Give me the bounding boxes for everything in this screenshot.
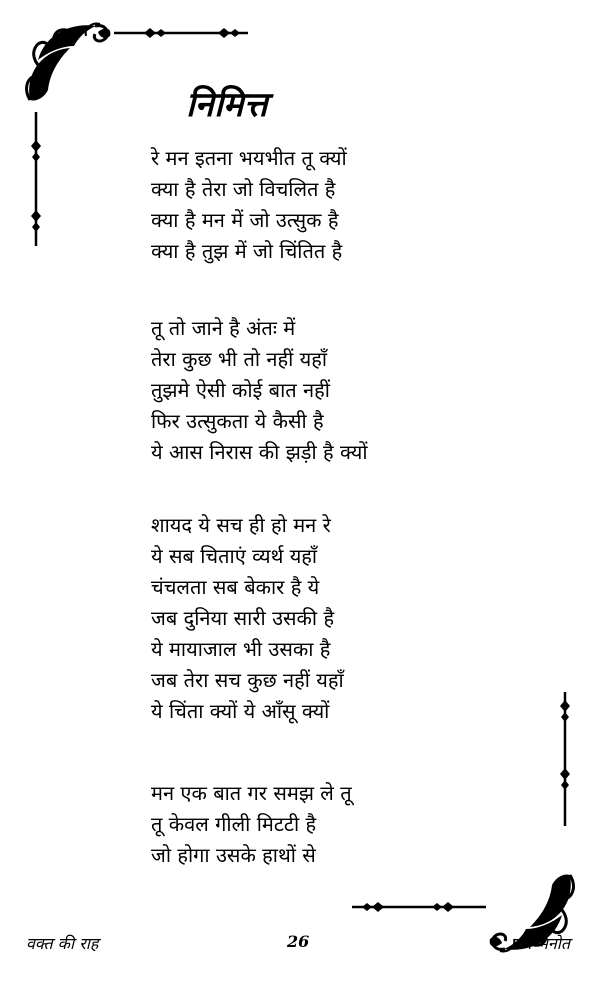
stanza-3 xyxy=(151,510,451,727)
poem-line: फिर उत्सुकता ये कैसी है xyxy=(151,409,324,433)
bottom-rule xyxy=(352,902,486,912)
poem-line: चंचलता सब बेकार है ये xyxy=(151,575,320,599)
poem-line: जो होगा उसके हाथों से xyxy=(151,843,316,867)
poem-line: तू केवल गीली मिटटी है xyxy=(151,812,317,836)
top-rule xyxy=(114,28,248,38)
poem-line: ये मायाजाल भी उसका है xyxy=(151,637,331,661)
stanza-4 xyxy=(151,778,451,871)
footer-author: रवि भनोत xyxy=(511,934,570,953)
poem-line: तुझमे ऐसी कोई बात नहीं xyxy=(151,378,330,402)
poem-line: ये आस निरास की झड़ी है क्यों xyxy=(151,440,368,464)
left-rule xyxy=(31,112,41,246)
top-left-flourish-icon xyxy=(27,24,111,101)
poem-line: रे मन इतना भयभीत तू क्यों xyxy=(151,146,347,170)
footer-book-title: वक्त की राह xyxy=(26,934,99,953)
poem-line: मन एक बात गर समझ ले तू xyxy=(151,781,352,805)
footer-page-number: 26 xyxy=(287,932,310,951)
poem-line: शायद ये सच ही हो मन रे xyxy=(151,513,331,537)
poem-line: ये चिंता क्यों ये आँसू क्यों xyxy=(151,699,330,723)
stanza-1 xyxy=(151,143,451,267)
right-rule xyxy=(560,692,570,826)
poem-title: निमित्त xyxy=(186,85,268,125)
poem-line: तू तो जाने है अंतः में xyxy=(151,316,296,340)
poem-line: क्या है तेरा जो विचलित है xyxy=(151,177,336,201)
poem-line: क्या है तुझ में जो चिंतित है xyxy=(151,239,343,263)
poem-line: क्या है मन में जो उत्सुक है xyxy=(151,208,339,232)
poem-line: तेरा कुछ भी तो नहीं यहाँ xyxy=(151,347,328,371)
poem-line: ये सब चिताएं व्यर्थ यहाँ xyxy=(151,544,318,568)
poem-line: जब तेरा सच कुछ नहीं यहाँ xyxy=(151,668,344,692)
poem-line: जब दुनिया सारी उसकी है xyxy=(151,606,335,630)
stanza-2 xyxy=(151,313,451,468)
